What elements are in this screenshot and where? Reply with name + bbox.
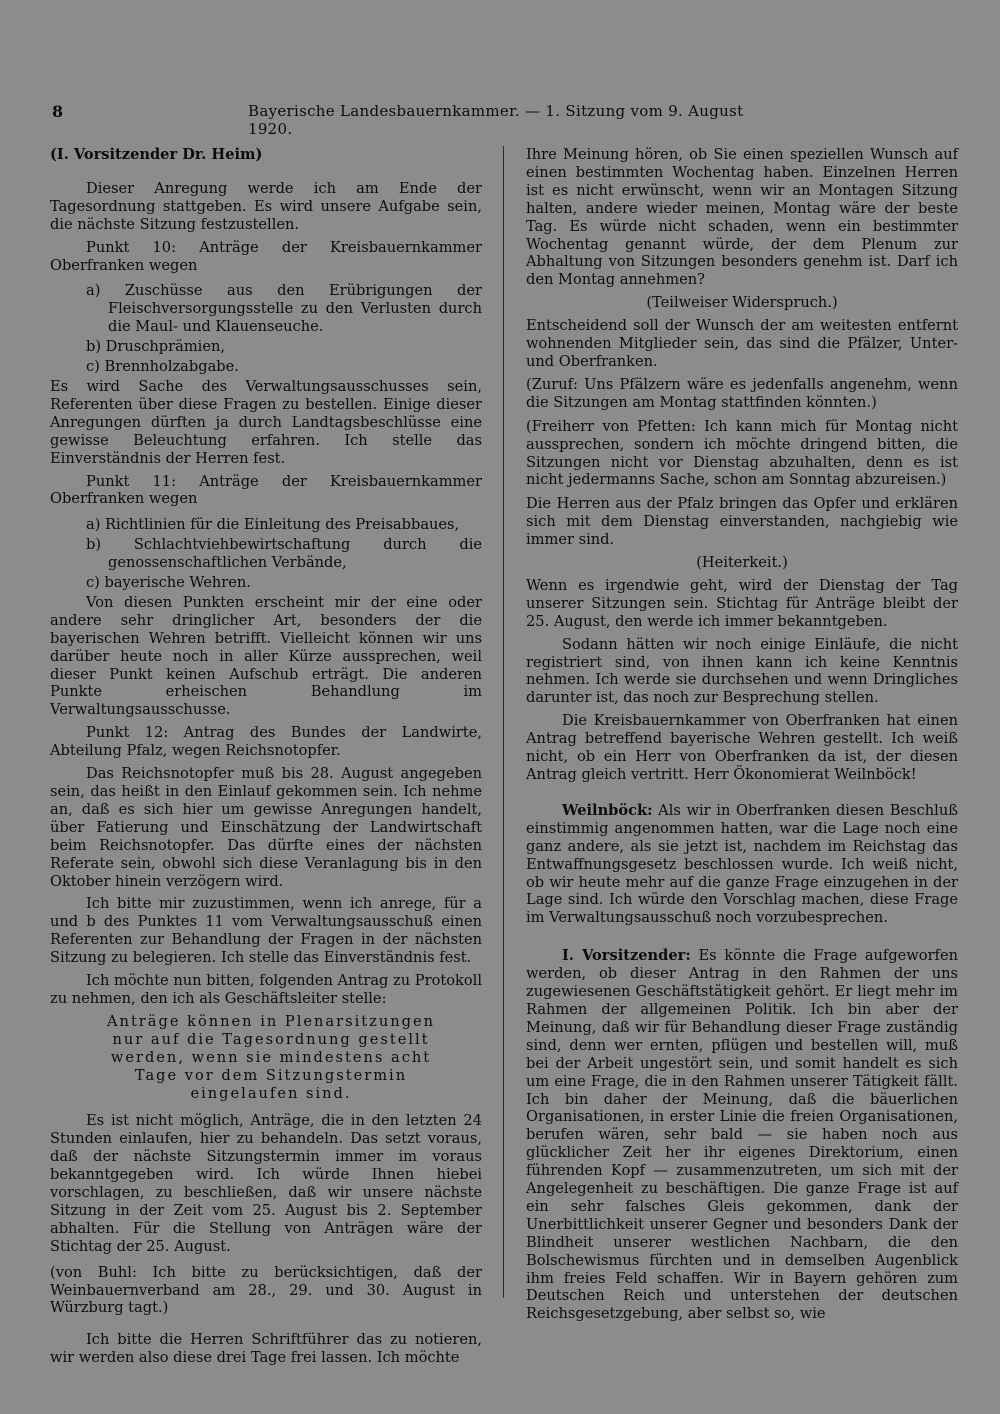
list-item: b) Schlachtviehbewirtschaftung durch die genossenschaftlichen Verbände, — [86, 536, 482, 572]
list-item: a) Zuschüsse aus den Erübrigungen der Fleischversorgungsstelle zu den Verlusten durch die Maul- und Klauenseuche. — [86, 282, 482, 336]
paragraph: Die Herren aus der Pfalz bringen das Opfer und erklären sich mit dem Dienstag einverstanden, nachgiebig wie immer sind. — [526, 495, 958, 549]
paragraph: Ich möchte nun bitten, folgenden Antrag zu Protokoll zu nehmen, den ich als Geschäftsleiter stelle: — [50, 972, 482, 1007]
page-header — [52, 102, 764, 138]
paragraph: Die Kreisbauernkammer von Oberfranken hat einen Antrag betreffend bayerische Wehren gestellt. Ich weiß nicht, ob ein Herr von Oberfranken da ist, der diesen Antrag gleich vertritt. Herr Ökonomierat Weilnböck! — [526, 712, 958, 783]
paragraph: Von diesen Punkten erscheint mir der eine oder andere sehr dringlicher Art, besonders der die bayerischen Wehren betrifft. Vielleicht können wir uns darüber heute noch in aller Kürze aussprechen, weil dieser Punkt keinen Aufschub erträgt. Die anderen Punkte erheischen Behandlung im Verwaltungsausschusse. — [50, 593, 482, 719]
list-item: c) Brennholzabgabe. — [86, 358, 239, 376]
interjection: (Freiherr von Pfetten: Ich kann mich für Montag nicht aussprechen, sondern ich möchte dringend bitten, die Sitzungen nicht vor Dienstag abzuhalten, denn es ist nicht jedermanns Sache, schon am Sonntag abzureisen.) — [526, 417, 958, 489]
paragraph: Es ist nicht möglich, Anträge, die in den letzten 24 Stunden einlaufen, hier zu behandeln. Das setzt voraus, daß der nächste Sitzungstermin immer im voraus bekanntgegeben wird. Ich würde Ihnen hiebei vorschlagen, zu beschließen, daß wir unsere nächste Sitzung in der Zeit vom 25. August bis 2. September abhalten. Für die Stellung von Anträgen wäre der Stichtag der 25. August. — [50, 1112, 482, 1255]
list-item: a) Richtlinien für die Einleitung des Preisabbaues, — [86, 516, 460, 534]
motion-quote: Anträge können in Plenarsitzungen nur auf die Tagesordnung gestellt werden, wenn sie mindestens acht Tage vor dem Sitzungstermin eingelaufen sind. — [107, 1012, 435, 1102]
paragraph: Punkt 11: Anträge der Kreisbauernkammer Oberfranken wegen — [50, 472, 482, 508]
paragraph: Ich bitte die Herren Schriftführer das zu notieren, wir werden also diese drei Tage frei lassen. Ich möchte — [50, 1331, 482, 1367]
interjection: (Heiterkeit.) — [696, 554, 788, 572]
paragraph: Ich bitte mir zuzustimmen, wenn ich anrege, für a und b des Punktes 11 vom Verwaltungsausschuß einen Referenten zur Behandlung der Fragen in der nächsten Sitzung zu belegieren. Ich stelle das Einverständnis fest. — [50, 895, 482, 967]
column-divider — [503, 146, 504, 1298]
running-title: Bayerische Landesbauernkammer. — 1. Sitzung vom 9. August 1920. — [248, 102, 744, 138]
paragraph: Wenn es irgendwie geht, wird der Dienstag der Tag unserer Sitzungen sein. Stichtag für Anträge bleibt der 25. August, den werde ich immer bekanntgeben. — [526, 576, 958, 630]
paragraph: Punkt 12: Antrag des Bundes der Landwirte, Abteilung Pfalz, wegen Reichsnotopfer. — [50, 724, 482, 760]
interjection: (von Buhl: Ich bitte zu berücksichtigen, daß der Weinbauernverband am 28., 29. und 30. August in Würzburg tagt.) — [50, 1263, 482, 1317]
speech-text: Als wir in Oberfranken diesen Beschluß einstimmig angenommen hatten, war die Lage noch eine ganz andere, als sie jetzt ist, nachdem im Reichstag das Entwaffnungsgesetz beschlossen wurde. Ich weiß nicht, ob wir heute mehr auf die ganze Frage einzugehen in der Lage sind. Ich würde den Vorschlag machen, diese Frage im Verwaltungsausschuß noch vorzubesprechen. — [526, 801, 958, 927]
paragraph: Ihre Meinung hören, ob Sie einen speziellen Wunsch auf einen bestimmten Wochentag haben. Einzelnen Herren ist es nicht erwünscht, wenn wir an Montagen Sitzung halten, andere wieder meinen, Montag wäre der beste Tag. Es würde nicht schaden, wenn ein bestimmter Wochentag genannt würde, der dem Plenum zur Abhaltung von Sitzungen besonders genehm ist. Darf ich den Montag annehmen? — [526, 146, 958, 289]
paragraph: Es wird Sache des Verwaltungsausschusses sein, Referenten über diese Fragen zu bestellen. Einige dieser Anregungen dürften ja durch Landtagsbeschlüsse eine gewisse Beleuchtung erfahren. Ich stelle das Einverständnis der Herren fest. — [50, 377, 482, 467]
paragraph: Das Reichsnotopfer muß bis 28. August angegeben sein, das heißt in den Einlauf gekommen sein. Ich nehme an, daß es sich hier um gewisse Anregungen handelt, über Fatierung und Einschätzung der Landwirtschaft beim Reichsnotopfer. Das dürfte eines der nächsten Referate sein, obwohl sich diese Veranlagung bis in den Oktober hinein verzögern wird. — [50, 765, 482, 890]
left-column — [50, 146, 482, 1372]
speech-text: Es könnte die Frage aufgeworfen werden, ob dieser Antrag in den Rahmen der uns zugewiesenen Geschäftstätigkeit gehört. Er liegt mehr im Rahmen der allgemeinen Politik. Ich bin aber der Meinung, daß wir für Behandlung dieser Frage zuständig sind, denn wer ernten, pflügen und bestellen will, muß bei der Arbeit ungestört sein, und somit handelt es sich um eine Frage, die in den Rahmen unserer Tätigkeit fällt. Ich bin daher der Meinung, daß die bäuerlichen Organisationen, in erster Linie die freien Organisationen, berufen wären, sehr bald — sie haben noch aus glücklicher Zeit her ihr eigenes Direktorium, einen führenden Kopf — zusammenzutreten, um sich mit der Angelegenheit zu beschäftigen. Die ganze Frage ist auf ein sehr falsches Gleis gekommen, dank der Unerbittlichkeit unserer Gegner und besonders Dank der Blindheit unserer westlichen Nachbarn, die den Bolschewismus fürchten und in demselben Augenblick ihm freies Feld schaffen. Wir in Bayern gehören zum Deutschen Reich und unterstehen der deutschen Reichsgesetzgebung, aber selbst so, wie — [526, 947, 958, 1323]
speaker-heading: (I. Vorsitzender Dr. Heim) — [50, 146, 263, 163]
list-item: b) Druschprämien, — [86, 338, 226, 356]
speech-chair — [526, 947, 958, 1323]
speaker-name: Weilnböck: — [562, 801, 653, 819]
interjection: (Zuruf: Uns Pfälzern wäre es jedenfalls angenehm, wenn die Sitzungen am Montag stattfinden könnten.) — [526, 375, 958, 411]
paragraph: Sodann hätten wir noch einige Einläufe, die nicht registriert sind, von ihnen kann ich keine Kenntnis nehmen. Ich werde sie durchsehen und wenn Dringliches darunter ist, das noch zur Besprechung stellen. — [526, 635, 958, 707]
paragraph: Dieser Anregung werde ich am Ende der Tagesordnung stattgeben. Es wird unsere Aufgabe sein, die nächste Sitzung festzustellen. — [50, 179, 482, 233]
paragraph: Punkt 10: Anträge der Kreisbauernkammer Oberfranken wegen — [50, 238, 482, 274]
speech-weilnboeck — [526, 802, 958, 927]
paragraph: Entscheidend soll der Wunsch der am weitesten entfernt wohnenden Mitglieder sein, das sind die Pfälzer, Unter- und Oberfranken. — [526, 317, 958, 370]
speaker-name: I. Vorsitzender: — [562, 947, 691, 965]
list-item: c) bayerische Wehren. — [86, 574, 251, 592]
page-number: 8 — [52, 102, 64, 121]
interjection: (Teilweiser Widerspruch.) — [646, 294, 838, 312]
right-column — [526, 146, 958, 1328]
